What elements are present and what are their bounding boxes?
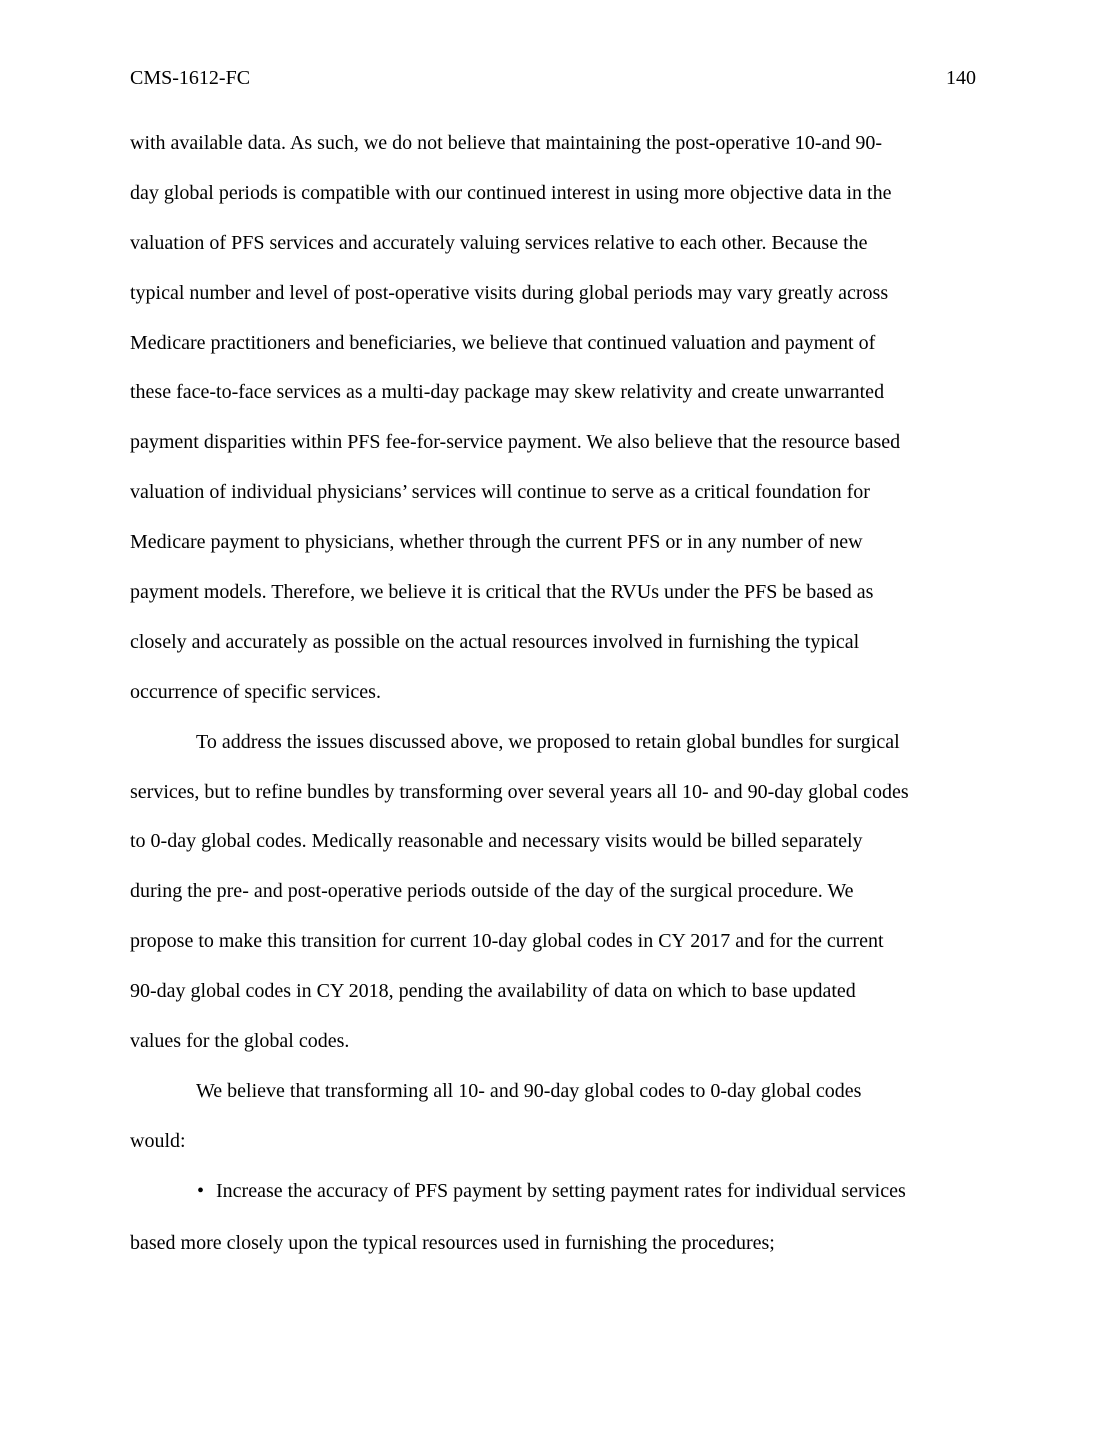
text-line: would: [130, 1129, 186, 1152]
text-line: with available data. As such, we do not believe that maintaining the post-operative 10-and 90- [130, 132, 883, 154]
page-number: 140 [946, 67, 976, 89]
text-line: 90-day global codes in CY 2018, pending the availability of data on which to base updated [130, 980, 856, 1003]
text-line: to 0-day global codes. Medically reasonable and necessary visits would be billed separately [130, 830, 863, 853]
text-line: services, but to refine bundles by transforming over several years all 10- and 90-day global codes [130, 780, 909, 803]
paragraph [130, 127, 980, 726]
paragraph [130, 1075, 980, 1175]
text-line: these face-to-face services as a multi-day package may skew relativity and create unwarranted [130, 381, 885, 404]
text-line: Medicare payment to physicians, whether through the current PFS or in any number of new [130, 531, 863, 554]
text-line: Medicare practitioners and beneficiaries, we believe that continued valuation and payment of [130, 331, 876, 354]
text-line: valuation of PFS services and accurately valuing services relative to each other. Because the [130, 231, 868, 254]
paragraph [130, 726, 980, 1075]
text-line: values for the global codes. [130, 1030, 350, 1053]
text-line: To address the issues discussed above, we proposed to retain global bundles for surgical [196, 730, 900, 753]
bullet-icon: • [197, 1179, 205, 1202]
bullet-line [130, 1175, 980, 1227]
text-line: propose to make this transition for current 10-day global codes in CY 2017 and for the current [130, 930, 884, 953]
text-line: closely and accurately as possible on the actual resources involved in furnishing the typical [130, 630, 860, 653]
text-line: valuation of individual physicians’ services will continue to serve as a critical foundation for [130, 481, 870, 504]
text-line: during the pre- and post-operative periods outside of the day of the surgical procedure. We [130, 880, 854, 903]
text-line: We believe that transforming all 10- and 90-day global codes to 0-day global codes [196, 1079, 862, 1102]
text-line: payment models. Therefore, we believe it is critical that the RVUs under the PFS be based as [130, 581, 874, 604]
text-line: typical number and level of post-operative visits during global periods may vary greatly across [130, 281, 889, 304]
text-line: occurrence of specific services. [130, 680, 381, 703]
text-line: day global periods is compatible with our continued interest in using more objective data in the [130, 181, 892, 204]
text-line: based more closely upon the typical resources used in furnishing the procedures; [130, 1231, 775, 1254]
text-line: payment disparities within PFS fee-for-service payment. We also believe that the resource based [130, 431, 901, 454]
document-id: CMS-1612-FC [130, 67, 251, 89]
document-body [130, 127, 980, 1277]
text-line: Increase the accuracy of PFS payment by setting payment rates for individual services [216, 1179, 906, 1202]
bullet-list-item [130, 1175, 980, 1277]
